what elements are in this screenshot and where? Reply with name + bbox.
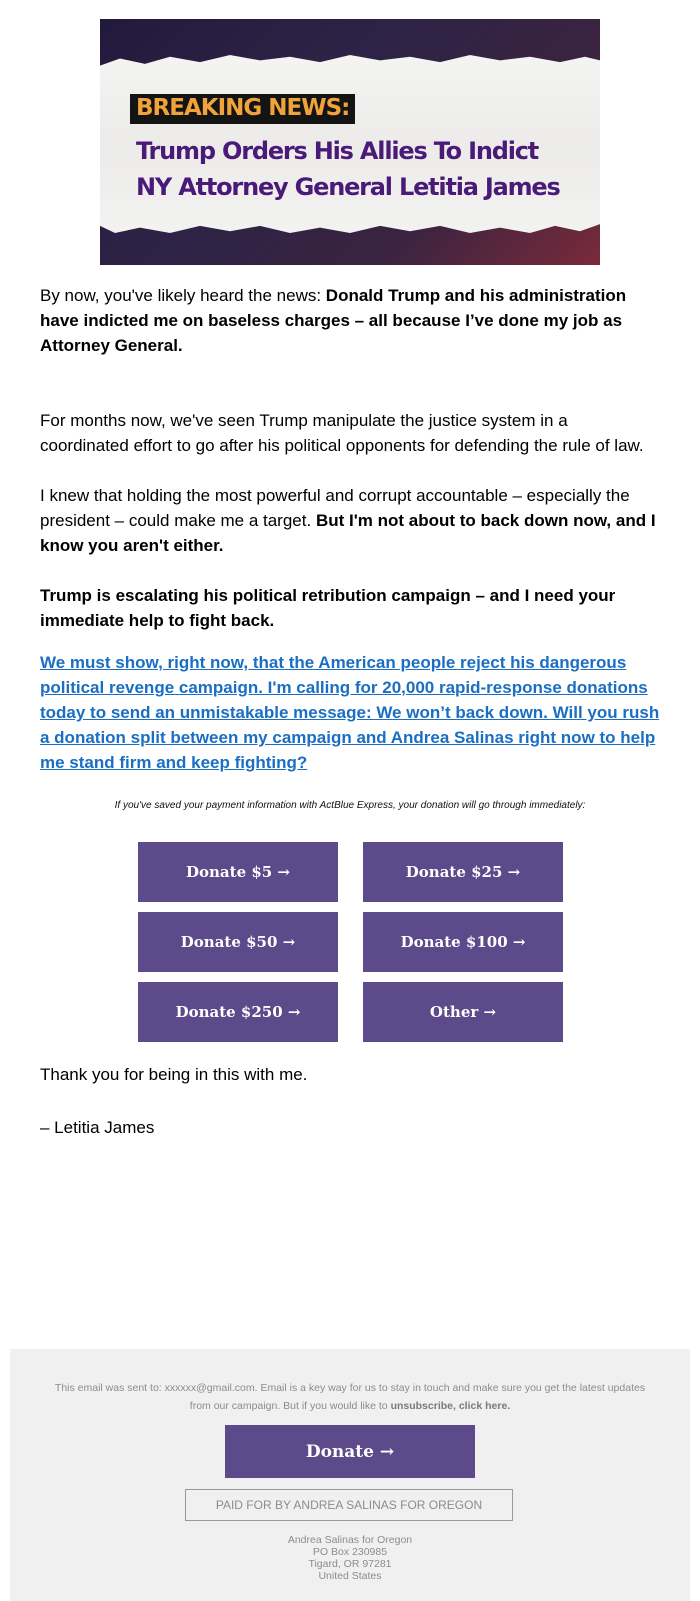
donate-100-button[interactable]: Donate $100 → [363, 912, 563, 972]
footer-donate-button[interactable]: Donate → [225, 1425, 475, 1478]
donate-5-button[interactable]: Donate $5 → [138, 842, 338, 902]
donate-25-button[interactable]: Donate $25 → [363, 842, 563, 902]
escalation-text: Trump is escalating his political retribution campaign – and I need your immediate help to fight back. [40, 586, 616, 630]
breaking-news-banner [100, 19, 600, 265]
thanks-text: Thank you for being in this with me. [40, 1065, 308, 1084]
intro-text: By now, you've likely heard the news: [40, 286, 326, 305]
unsubscribe-link[interactable]: unsubscribe, click here. [390, 1400, 511, 1412]
mailing-address [10, 1534, 690, 1582]
target-text: I knew that holding the most powerful and corrupt accountable – especially the president – could make me a target. [40, 486, 630, 530]
intro-paragraph [40, 283, 660, 358]
donate-50-button[interactable]: Donate $50 → [138, 912, 338, 972]
banner-headline-line-1: Trump Orders His Allies To Indict [136, 137, 539, 165]
signature: – Letitia James [40, 1118, 155, 1137]
donation-appeal-link[interactable]: We must show, right now, that the American people reject his dangerous political revenge campaign. I'm calling for 20,000 rapid-response donations today to send an unmistakable message: We won’t back down. Will you rush a donation split between my campaign and Andrea Salinas right now to help me stand firm and keep fighting? [40, 653, 660, 772]
justice-paragraph [40, 408, 660, 458]
address-line-2: PO Box 230985 [312, 1546, 388, 1558]
banner-headline [136, 133, 586, 205]
address-line-3: Tigard, OR 97281 [308, 1558, 392, 1570]
escalation-paragraph [40, 583, 660, 633]
paid-for-disclaimer: PAID FOR BY ANDREA SALINAS FOR OREGON [185, 1489, 513, 1521]
justice-text: For months now, we've seen Trump manipulate the justice system in a coordinated effort to go after his political opponents for defending the rule of law. [40, 411, 644, 455]
footer-sent-notice [50, 1379, 650, 1415]
target-paragraph [40, 483, 660, 558]
donate-other-button[interactable]: Other → [363, 982, 563, 1042]
breaking-news-badge: BREAKING NEWS: [130, 94, 355, 124]
intro-bold-text: Donald Trump and his administration have indicted me on baseless charges – all because I’ve done my job as Attorney General. [40, 286, 627, 355]
actblue-express-note: If you've saved your payment information with ActBlue Express, your donation will go through immediately: [114, 800, 586, 811]
donate-250-button[interactable]: Donate $250 → [138, 982, 338, 1042]
banner-headline-line-2: NY Attorney General Letitia James [136, 173, 560, 201]
target-bold-text: But I'm not about to back down now, and I know you aren't either. [40, 511, 656, 555]
address-line-4: United States [318, 1570, 382, 1582]
address-line-1: Andrea Salinas for Oregon [287, 1534, 413, 1546]
email-footer [10, 1349, 690, 1601]
donation-appeal-paragraph [40, 650, 660, 775]
footer-sent-text: This email was sent to: xxxxxx@gmail.com. Email is a key way for us to stay in touch and make sure you get the latest updates from our campaign. But if you would like to [54, 1382, 646, 1412]
